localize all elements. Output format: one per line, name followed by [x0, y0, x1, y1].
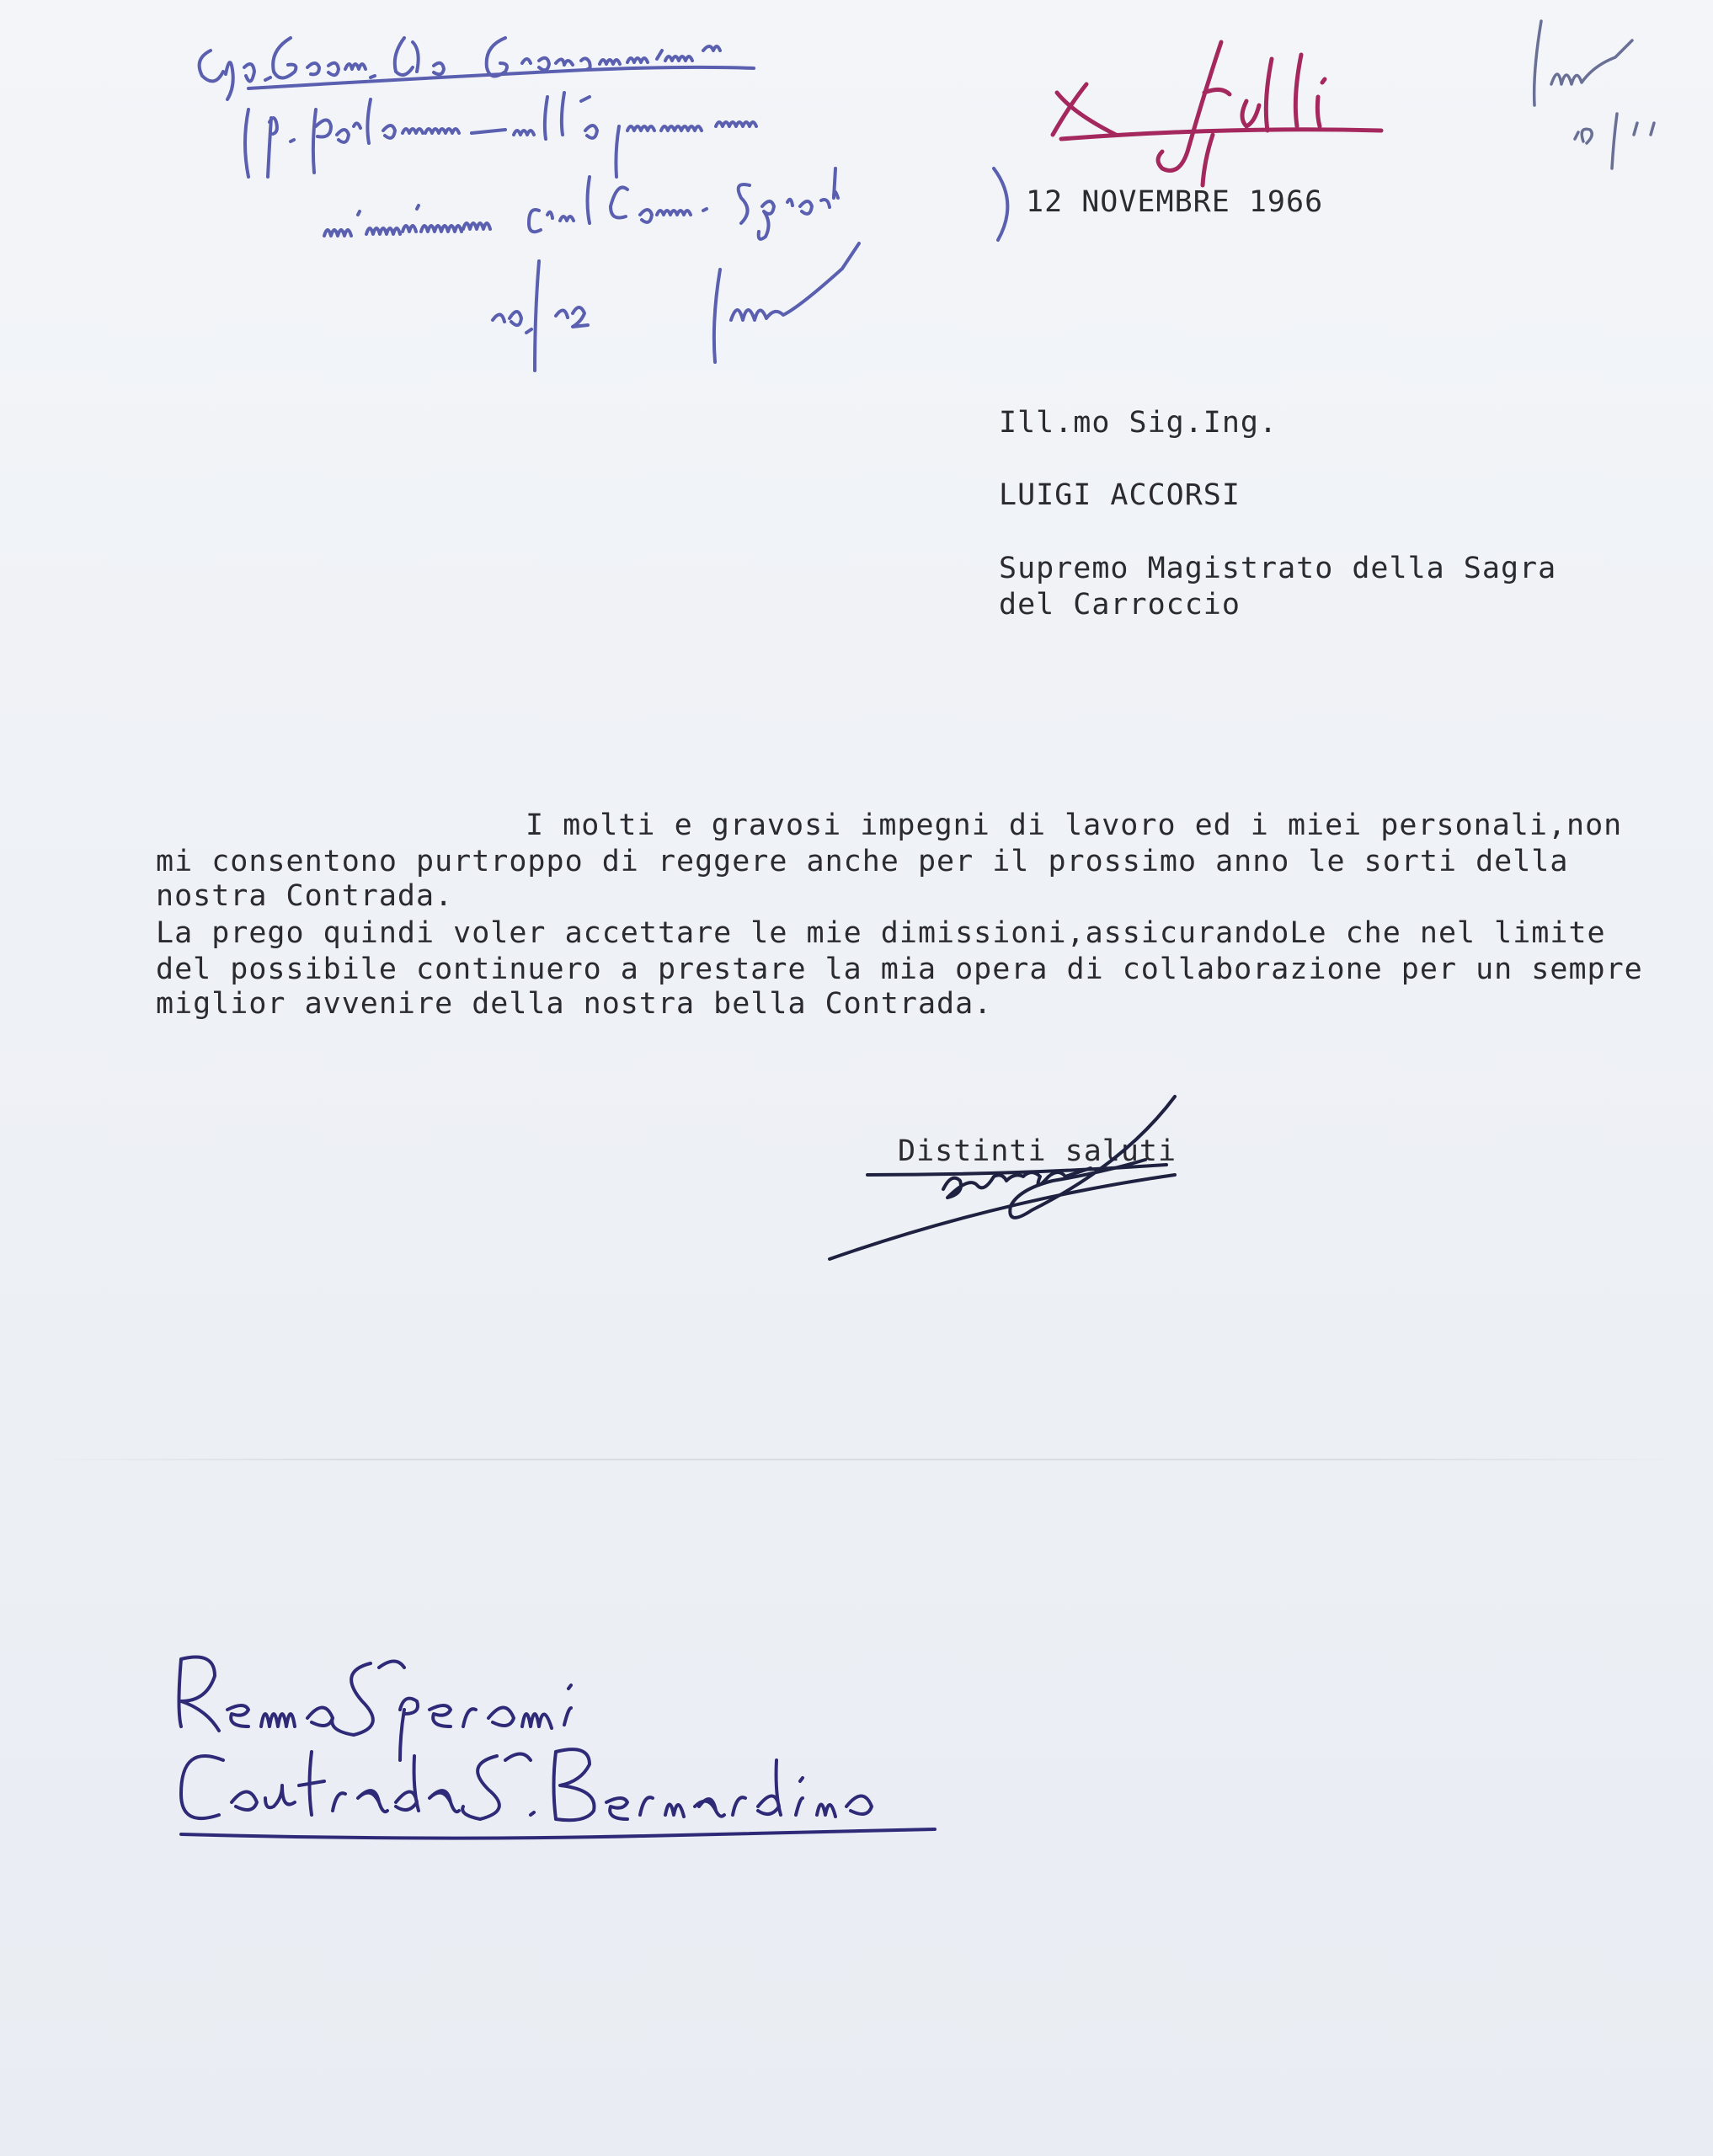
- body-line: La prego quindi voler accettare le mie dimissioni,assicurandoLe che nel limite: [156, 916, 1606, 950]
- handwritten-author-name: [179, 1657, 572, 1761]
- handwritten-magenta-mark: [1053, 42, 1381, 185]
- body-line: nostra Contrada.: [156, 879, 454, 913]
- handwritten-corner-initials: [1534, 21, 1632, 105]
- body-line: mi consentono purtroppo di reggere anche per il prossimo anno le sorti della: [156, 845, 1569, 878]
- letter-date: 12 NOVEMBRE 1966: [1026, 185, 1324, 219]
- body-line: del possibile continuero a prestare la mia opera di collaborazione per un sempre: [156, 953, 1643, 986]
- handwritten-initials-left: [714, 243, 859, 362]
- body-line: I molti e gravosi impegni di lavoro ed i miei personali,non: [526, 808, 1623, 842]
- closing-salutation: Distinti saluti: [898, 1134, 1177, 1168]
- recipient-organization-line-2: del Carroccio: [999, 588, 1241, 622]
- recipient-salutation: Ill.mo Sig.Ing.: [999, 406, 1278, 440]
- handwritten-note-line-3: [324, 168, 1007, 240]
- recipient-organization-line-1: Supremo Magistrato della Sagra: [999, 552, 1557, 585]
- handwritten-note-line-2: [245, 93, 756, 177]
- handwritten-date-10-12: [493, 261, 588, 371]
- recipient-name: LUIGI ACCORSI: [999, 478, 1241, 512]
- handwritten-note-line-1: [200, 38, 754, 99]
- handwritten-corner-date-16-11: [1575, 114, 1654, 168]
- signature-speroni: [830, 1097, 1175, 1259]
- handwritten-author-contrada: [181, 1749, 935, 1838]
- body-line: miglior avvenire della nostra bella Contrada.: [156, 987, 993, 1021]
